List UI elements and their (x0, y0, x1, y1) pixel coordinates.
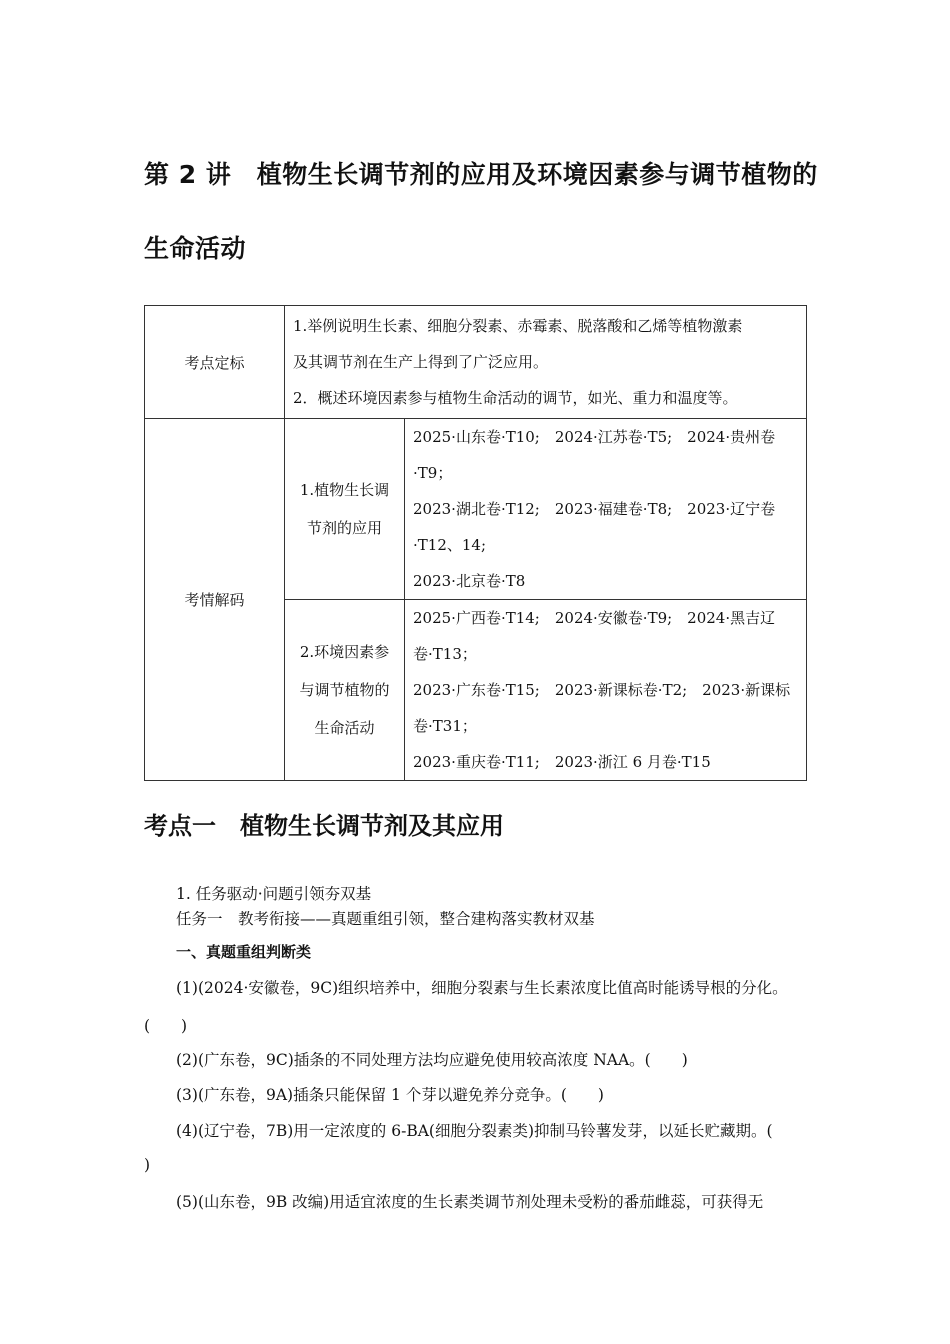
answer-bracket: ( ) (144, 1017, 188, 1035)
table-row (145, 419, 807, 600)
kaodian-line: 及其调节剂在生产上得到了广泛应用。 (293, 353, 549, 371)
question-item: (4)(辽宁卷，7B)用一定浓度的 6-BA(细胞分裂素类)抑制马铃薯发芽，以延长贮藏期。( (176, 1122, 773, 1140)
question-item: (3)(广东卷，9A)插条只能保留 1 个芽以避免养分竞争。( ) (176, 1086, 604, 1104)
sub-topic-line: 与调节植物的 (299, 681, 390, 699)
ref-line: 2023·重庆卷·T11; 2023·浙江 6 月卷·T15 (413, 753, 711, 771)
table-row (145, 306, 807, 419)
sub-topic-line: 2.环境因素参 (299, 643, 390, 661)
row-header-kaodian: 考点定标 (145, 306, 285, 419)
sub-topic-line: 节剂的应用 (306, 519, 382, 537)
sub-topic-1 (285, 419, 405, 600)
ref-line: ·T12、14; (413, 536, 487, 554)
question-item: (2)(广东卷，9C)插条的不同处理方法均应避免使用较高浓度 NAA。( ) (176, 1051, 688, 1069)
ref-line: 卷·T13； (413, 645, 477, 663)
ref-line: 2023·广东卷·T15; 2023·新课标卷·T2; 2023·新课标 (413, 681, 791, 699)
ref-line: ·T9； (413, 464, 453, 482)
row-header-kaoqing: 考情解码 (145, 419, 285, 781)
category-heading: 一、真题重组判断类 (176, 943, 312, 961)
page-title-line2: 生命活动 (144, 234, 247, 263)
kaodian-content (285, 306, 807, 419)
exam-info-table (144, 305, 807, 781)
ref-line: 2025·山东卷·T10; 2024·江苏卷·T5; 2024·贵州卷 (413, 428, 776, 446)
kaodian-line: 1.举例说明生长素、细胞分裂素、赤霉素、脱落酸和乙烯等植物激素 (293, 317, 743, 335)
sub-topic-line: 生命活动 (314, 719, 375, 737)
exam-refs-1 (405, 419, 807, 600)
exam-refs-2 (405, 600, 807, 781)
task-subtitle: 任务一 教考衔接——真题重组引领，整合建构落实教材双基 (176, 910, 595, 928)
sub-topic-2 (285, 600, 405, 781)
page-title-line1: 第 2 讲 植物生长调节剂的应用及环境因素参与调节植物的 (144, 160, 818, 189)
answer-bracket: ) (144, 1156, 151, 1174)
question-item: (5)(山东卷，9B 改编)用适宜浓度的生长素类调节剂处理未受粉的番茄雌蕊，可获得无 (176, 1193, 764, 1211)
section-heading: 考点一 植物生长调节剂及其应用 (144, 812, 504, 840)
task-title: 1. 任务驱动·问题引领夯双基 (176, 885, 372, 903)
ref-line: 卷·T31； (413, 717, 477, 735)
sub-topic-line: 1.植物生长调 (299, 481, 390, 499)
ref-line: 2023·湖北卷·T12; 2023·福建卷·T8; 2023·辽宁卷 (413, 500, 776, 518)
ref-line: 2023·北京卷·T8 (413, 572, 526, 590)
ref-line: 2025·广西卷·T14; 2024·安徽卷·T9; 2024·黑吉辽 (413, 609, 776, 627)
question-item: (1)(2024·安徽卷，9C)组织培养中，细胞分裂素与生长素浓度比值高时能诱导根的分化。 (176, 979, 788, 997)
kaodian-line: 2．概述环境因素参与植物生命活动的调节，如光、重力和温度等。 (293, 389, 738, 407)
